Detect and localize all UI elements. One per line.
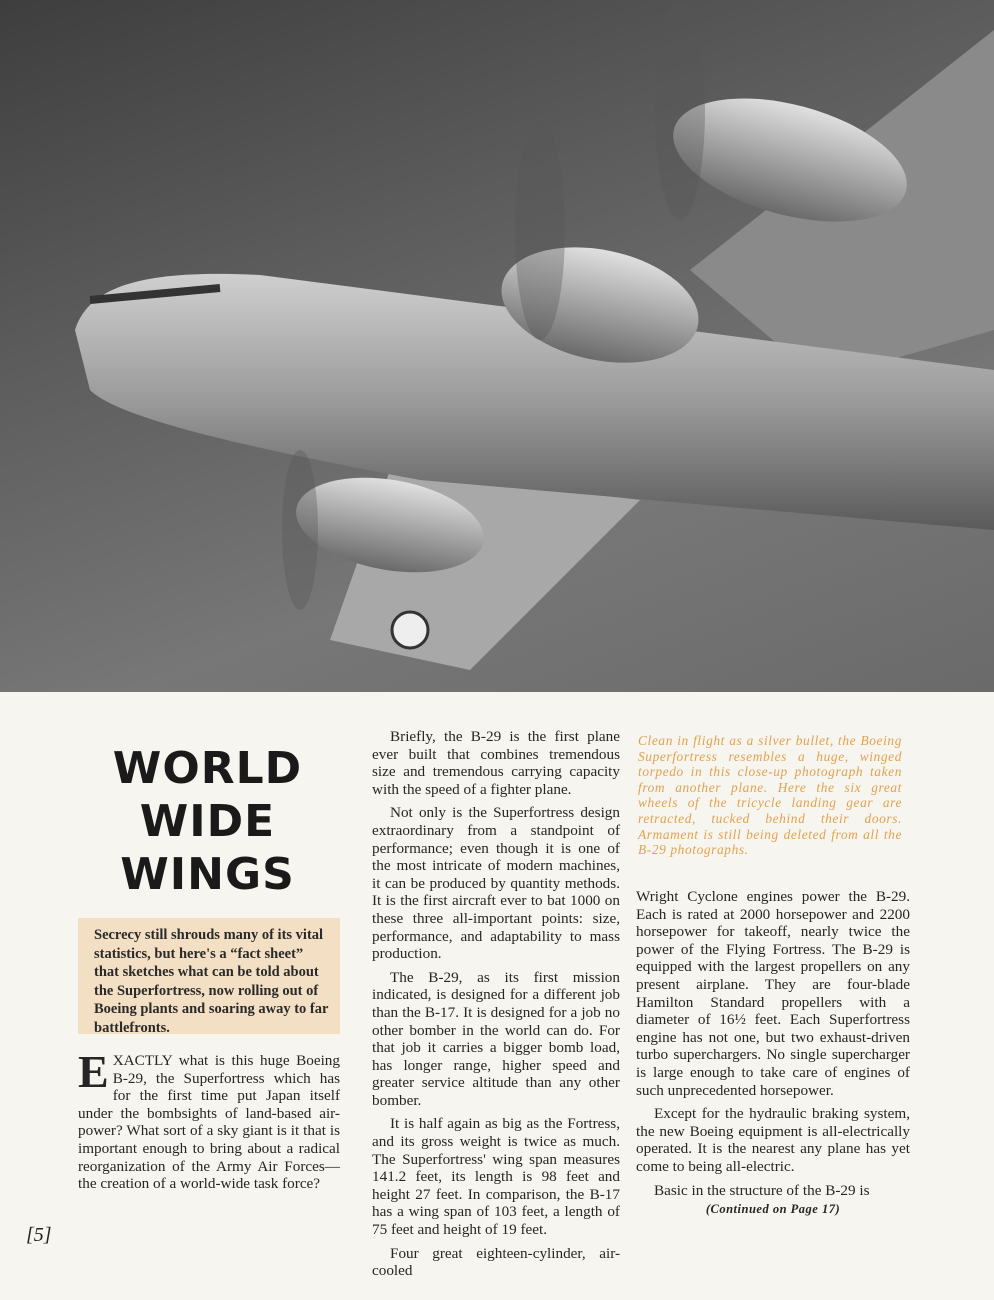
body-paragraph: It is half again as big as the Fortress, and its gross weight is twice as much. The Superfortress' wing span measures 141.2 feet, its length is 98 feet and height 27 feet. In comparison, the B-17 has a wing span of 103 feet, a length of 75 feet and height of 19 feet. bbox=[372, 1115, 620, 1239]
body-paragraph: Four great eighteen-cylinder, air-cooled bbox=[372, 1244, 620, 1280]
photo-caption: Clean in flight as a silver bullet, the Boeing Superfortress resembles a huge, winged torpedo in this close-up photograph taken from another plane. Here the six great wheels of the tricycle landing gear are retracted, tucked behind their doors. Armament is still being deleted from all the B-29 photographs. bbox=[638, 733, 902, 858]
page-number: [5] bbox=[26, 1224, 52, 1246]
body-paragraph: The B-29, as its first mission indicated, is designed for a different job than the B-17. It is designed for a job no other bomber in the world can do. For that job it carries a bigger bomb load, has longer range, higher speed and greater service altitude than any other bomber. bbox=[372, 968, 620, 1109]
continued-note: (Continued on Page 17) bbox=[705, 1202, 841, 1217]
title-line: WIDE bbox=[139, 796, 276, 847]
column-1 bbox=[78, 1046, 340, 1199]
body-paragraph: Basic in the structure of the B-29 is bbox=[654, 1181, 870, 1199]
body-paragraph: Briefly, the B-29 is the first plane ever built that combines tremendous size and tremendous carrying capacity with the speed of a fighter plane. bbox=[372, 728, 620, 798]
body-paragraph: Not only is the Superfortress design extraordinary from a standpoint of performance; even though it is one of the most intricate of modern machines, it can be produced by quantity methods. It is the first aircraft ever to bat 1000 on these three all-important points: size, performance, and adaptability to mass production. bbox=[372, 804, 620, 963]
column-3 bbox=[636, 888, 910, 1219]
paragraph-text: XACTLY what is this huge Boeing B-29, the Superfortress which has for the first time put Japan itself under the bombsights of land-based air-power? What sort of a sky giant is it that is important enough to bring about a radical reorganization of the Army Air Forces—the creation of a world-wide task force? bbox=[78, 1052, 340, 1193]
propeller-blur bbox=[515, 120, 565, 340]
article-title bbox=[100, 742, 315, 901]
title-line: WINGS bbox=[120, 849, 295, 900]
title-line: WORLD bbox=[112, 743, 303, 794]
body-paragraph bbox=[78, 1046, 340, 1193]
column-2 bbox=[372, 728, 620, 1286]
body-paragraph: Wright Cyclone engines power the B-29. Each is rated at 2000 horsepower and 2200 horsepower for takeoff, nearly twice the power of the Flying Fortress. The B-29 is equipped with the largest propellers on any present airplane. They are four-blade Hamilton Standard propellers with a diameter of 16½ feet. Each Superfortress engine has not one, but two exhaust-driven turbo superchargers. No single supercharger is large enough to take care of engines of such unprecedented horsepower. bbox=[636, 888, 910, 1099]
star-insignia bbox=[392, 612, 428, 648]
body-paragraph: Except for the hydraulic braking system, the new Boeing equipment is all-electrically operated. It is the nearest any plane has yet come to being all-electric. bbox=[636, 1105, 910, 1175]
drop-cap: E bbox=[78, 1046, 109, 1097]
article-deck: Secrecy still shrouds many of its vital statistics, but here's a “fact sheet” that sketches what can be told about the Superfortress, now rolling out of Boeing plants and soaring away to far battlefronts. bbox=[78, 918, 340, 1034]
